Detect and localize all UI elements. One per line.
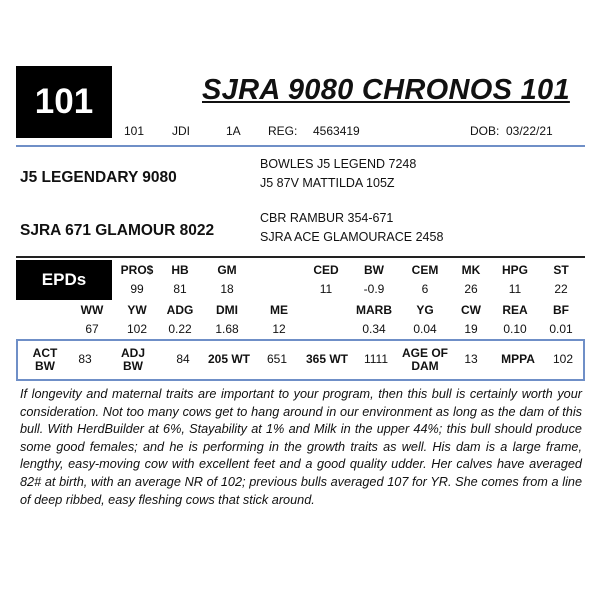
header-divider [16,145,585,147]
epd-header: ST [553,263,569,277]
dob-label: DOB: [470,124,500,138]
reg-number: 4563419 [313,124,360,138]
epd-value: 11 [319,282,333,296]
epd-value: 22 [554,282,568,296]
epd-label: EPDs [16,260,112,300]
epd-value: -0.9 [363,282,385,296]
dam-sire: CBR RAMBUR 354-671 [260,211,394,225]
lot-number: 101 [16,66,112,138]
actuals-box [16,339,585,381]
wt205-value: 651 [266,352,288,366]
epd-header: CED [313,263,339,277]
epd-header: YG [416,303,434,317]
epd-value: 11 [508,282,522,296]
age-of-dam-value: 13 [464,352,478,366]
epd-value: 19 [464,322,478,336]
epd-value: 0.22 [168,322,192,336]
epd-header: GM [217,263,237,277]
sire-name: J5 LEGENDARY 9080 [20,169,177,186]
animal-name: SJRA 9080 CHRONOS 101 [202,74,570,106]
adj-bw-value: 84 [176,352,190,366]
dam-name: SJRA 671 GLAMOUR 8022 [20,222,215,239]
epd-header: ADG [166,303,194,317]
epd-header: REA [502,303,528,317]
sire-dam: J5 87V MATTILDA 105Z [260,176,395,190]
epd-value: 0.34 [362,322,386,336]
epd-header: ME [270,303,288,317]
dam-dam: SJRA ACE GLAMOURACE 2458 [260,230,444,244]
epd-value: 102 [126,322,148,336]
epd-value: 12 [272,322,286,336]
reg-label: REG: [268,124,298,138]
epd-header: CEM [411,263,439,277]
wt365-value: 1111 [363,352,389,366]
epd-value: 6 [421,282,429,296]
epd-header: MK [461,263,481,277]
epd-value: 0.01 [549,322,573,336]
epd-value: 0.10 [503,322,527,336]
epd-header: PRO$ [120,263,154,277]
wt365-label: 365 WT [305,352,348,366]
epd-value: 99 [130,282,144,296]
act-bw-label: ACT BW [32,346,58,373]
pedigree-divider [16,256,585,258]
epd-header: YW [127,303,147,317]
wt205-label: 205 WT [207,352,250,366]
epd-header: BW [364,263,384,277]
epd-value: 81 [173,282,187,296]
epd-header: WW [80,303,104,317]
dob-value: 03/22/21 [506,124,553,138]
epd-header: CW [461,303,481,317]
epd-header: HB [171,263,189,277]
bull-description: If longevity and maternal traits are important to your program, then this bull is certainly worth your consideration. Not too many cows get to hang around in our environment as long as the dam of this bull. With HerdBuilder at 6%, Stayability at 1% and Milk in the upper 44%; this bull should produce some good females; and he is performing in the growth traits as well. His dam is a large frame, lengthy, easy-moving cow with excellent feet and a good quality udder. Her calves have averaged 82# at birth, with an average NR of 102; previous bulls averaged 107 for YR. She comes from a line of deep ribbed, easy fleshing cows that stick around. [20,387,582,507]
epd-value: 67 [85,322,99,336]
mppa-value: 102 [552,352,574,366]
mppa-label: MPPA [501,352,535,366]
adj-bw-label: ADJ BW [120,346,145,373]
breeder-code: JDI [172,124,190,138]
age-of-dam-label: AGE OF DAM [401,346,448,373]
epd-header: HPG [501,263,528,277]
tag-number: 101 [124,124,145,138]
epd-value: 1.68 [215,322,239,336]
epd-header: BF [553,303,569,317]
grade: 1A [226,124,241,138]
sire-sire: BOWLES J5 LEGEND 7248 [260,157,417,171]
epd-header: MARB [356,303,392,317]
act-bw-value: 83 [78,352,92,366]
epd-header: DMI [216,303,238,317]
epd-value: 0.04 [413,322,437,336]
epd-value: 26 [464,282,478,296]
epd-value: 18 [220,282,234,296]
